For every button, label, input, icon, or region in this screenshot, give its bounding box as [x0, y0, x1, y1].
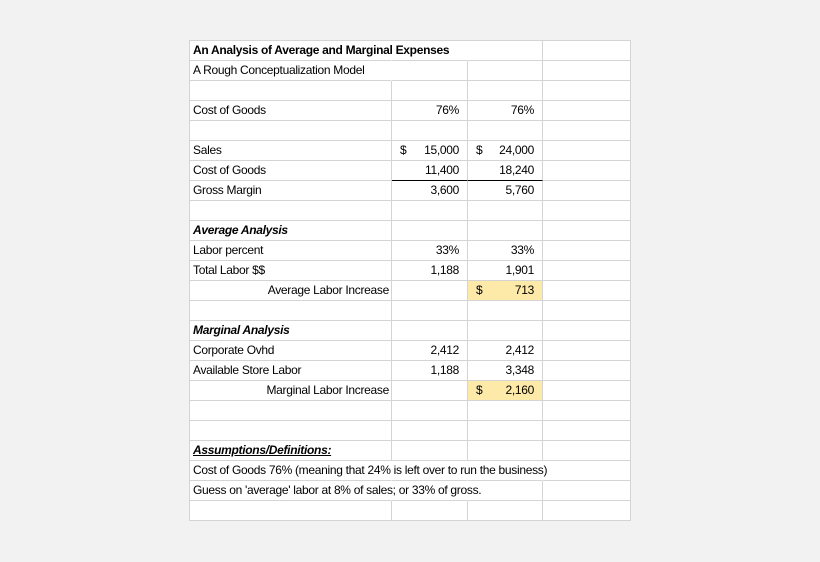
total-labor-label[interactable]: Total Labor $$ [190, 261, 392, 281]
labor-percent-2[interactable]: 33% [468, 241, 543, 261]
sheet-row [190, 221, 631, 241]
empty-cell[interactable] [468, 501, 543, 521]
empty-cell[interactable] [392, 41, 468, 61]
sheet-title: An Analysis of Average and Marginal Expenses [193, 43, 450, 57]
sheet-row [190, 61, 631, 81]
empty-cell[interactable] [543, 341, 631, 361]
marginal-analysis-heading[interactable]: Marginal Analysis [190, 321, 392, 341]
currency-symbol: $ [476, 383, 483, 397]
marginal-labor-increase-value[interactable] [468, 381, 543, 401]
sheet-row [190, 421, 631, 441]
sheet-row [190, 441, 631, 461]
corporate-ovhd-2[interactable]: 2,412 [468, 341, 543, 361]
sheet-row [190, 321, 631, 341]
empty-cell[interactable] [392, 381, 468, 401]
average-analysis-heading[interactable]: Average Analysis [190, 221, 392, 241]
corporate-ovhd-1[interactable]: 2,412 [392, 341, 468, 361]
empty-cell[interactable] [392, 501, 468, 521]
empty-cell[interactable] [190, 121, 392, 141]
empty-cell[interactable] [468, 461, 543, 481]
empty-cell[interactable] [543, 101, 631, 121]
empty-cell[interactable] [543, 321, 631, 341]
empty-cell[interactable] [543, 461, 631, 481]
sheet-row [190, 141, 631, 161]
amount: 24,000 [499, 143, 534, 157]
empty-cell[interactable] [543, 161, 631, 181]
empty-cell[interactable] [468, 441, 543, 461]
empty-cell[interactable] [543, 221, 631, 241]
assumption-line-1-cell[interactable] [190, 461, 548, 481]
empty-cell[interactable] [468, 81, 543, 101]
sheet-row [190, 241, 631, 261]
assumptions-heading[interactable]: Assumptions/Definitions: [190, 441, 392, 461]
empty-cell[interactable] [190, 81, 392, 101]
marginal-labor-increase-label[interactable]: Marginal Labor Increase [190, 381, 392, 401]
empty-cell[interactable] [468, 481, 543, 501]
sheet-row [190, 101, 631, 121]
sheet-row [190, 381, 631, 401]
empty-cell[interactable] [543, 381, 631, 401]
empty-cell[interactable] [190, 421, 392, 441]
empty-cell[interactable] [392, 201, 468, 221]
sheet-row [190, 121, 631, 141]
sheet-row [190, 181, 631, 201]
empty-cell[interactable] [543, 361, 631, 381]
sales-value-2[interactable] [468, 141, 543, 161]
sheet-row [190, 501, 631, 521]
sales-value-1[interactable] [392, 141, 468, 161]
sheet-title-cell[interactable] [190, 41, 450, 61]
empty-cell[interactable] [468, 61, 543, 81]
cog-amount-label[interactable]: Cost of Goods [190, 161, 392, 181]
sheet-subtitle-cell[interactable] [190, 61, 392, 81]
currency-symbol: $ [476, 283, 483, 297]
store-labor-label[interactable]: Available Store Labor [190, 361, 392, 381]
empty-cell[interactable] [392, 441, 468, 461]
empty-cell[interactable] [190, 301, 392, 321]
sales-label[interactable]: Sales [190, 141, 392, 161]
empty-cell[interactable] [392, 401, 468, 421]
labor-percent-1[interactable]: 33% [392, 241, 468, 261]
empty-cell[interactable] [392, 281, 468, 301]
empty-cell[interactable] [543, 261, 631, 281]
empty-cell[interactable] [468, 421, 543, 441]
amount: 2,160 [505, 383, 534, 397]
empty-cell[interactable] [543, 181, 631, 201]
empty-cell[interactable] [468, 221, 543, 241]
sheet-row [190, 161, 631, 181]
empty-cell[interactable] [392, 461, 468, 481]
assumption-line-2-cell[interactable] [190, 481, 482, 501]
empty-cell[interactable] [543, 281, 631, 301]
cog-percent-1[interactable]: 76% [392, 101, 468, 121]
gross-margin-label[interactable]: Gross Margin [190, 181, 392, 201]
empty-cell[interactable] [543, 61, 631, 81]
empty-cell[interactable] [392, 81, 468, 101]
average-labor-increase-value[interactable] [468, 281, 543, 301]
corporate-ovhd-label[interactable]: Corporate Ovhd [190, 341, 392, 361]
empty-cell[interactable] [190, 201, 392, 221]
empty-cell[interactable] [468, 41, 543, 61]
empty-cell[interactable] [543, 401, 631, 421]
empty-cell[interactable] [543, 41, 631, 61]
sheet-row [190, 361, 631, 381]
average-labor-increase-label[interactable]: Average Labor Increase [190, 281, 392, 301]
sheet-row [190, 261, 631, 281]
sheet-row [190, 461, 631, 481]
empty-cell[interactable] [468, 401, 543, 421]
empty-cell[interactable] [543, 81, 631, 101]
cog-amount-2[interactable]: 18,240 [468, 161, 543, 181]
sheet-row [190, 401, 631, 421]
cog-percent-label[interactable]: Cost of Goods [190, 101, 392, 121]
total-labor-2[interactable]: 1,901 [468, 261, 543, 281]
gross-margin-1[interactable]: 3,600 [392, 181, 468, 201]
amount: 15,000 [424, 143, 459, 157]
empty-cell[interactable] [392, 421, 468, 441]
assumption-line-2: Guess on 'average' labor at 8% of sales; or 33% of gross. [193, 483, 482, 497]
empty-cell[interactable] [190, 501, 392, 521]
sheet-subtitle: A Rough Conceptualization Model [193, 63, 365, 77]
cog-percent-2[interactable]: 76% [468, 101, 543, 121]
store-labor-1[interactable]: 1,188 [392, 361, 468, 381]
empty-cell[interactable] [543, 501, 631, 521]
empty-cell[interactable] [543, 301, 631, 321]
cog-amount-1[interactable]: 11,400 [392, 161, 468, 181]
total-labor-1[interactable]: 1,188 [392, 261, 468, 281]
store-labor-2[interactable]: 3,348 [468, 361, 543, 381]
empty-cell[interactable] [392, 121, 468, 141]
empty-cell[interactable] [543, 421, 631, 441]
empty-cell[interactable] [392, 481, 468, 501]
sheet-row [190, 41, 631, 61]
sheet-row [190, 301, 631, 321]
assumption-line-1: Cost of Goods 76% (meaning that 24% is left over to run the business) [193, 463, 548, 477]
empty-cell[interactable] [392, 321, 468, 341]
sheet-row [190, 81, 631, 101]
empty-cell[interactable] [468, 121, 543, 141]
gross-margin-2[interactable]: 5,760 [468, 181, 543, 201]
empty-cell[interactable] [543, 241, 631, 261]
labor-percent-label[interactable]: Labor percent [190, 241, 392, 261]
currency-symbol: $ [400, 143, 407, 157]
empty-cell[interactable] [392, 61, 468, 81]
sheet-row [190, 481, 631, 501]
empty-cell[interactable] [190, 401, 392, 421]
empty-cell[interactable] [468, 321, 543, 341]
amount: 713 [514, 283, 534, 297]
empty-cell[interactable] [543, 141, 631, 161]
spreadsheet [189, 40, 631, 521]
empty-cell[interactable] [543, 441, 631, 461]
currency-symbol: $ [476, 143, 483, 157]
sheet-row [190, 281, 631, 301]
empty-cell[interactable] [543, 201, 631, 221]
sheet-row [190, 341, 631, 361]
empty-cell[interactable] [468, 301, 543, 321]
empty-cell[interactable] [468, 201, 543, 221]
sheet-row [190, 201, 631, 221]
empty-cell[interactable] [543, 121, 631, 141]
empty-cell[interactable] [392, 221, 468, 241]
empty-cell[interactable] [543, 481, 631, 501]
empty-cell[interactable] [392, 301, 468, 321]
